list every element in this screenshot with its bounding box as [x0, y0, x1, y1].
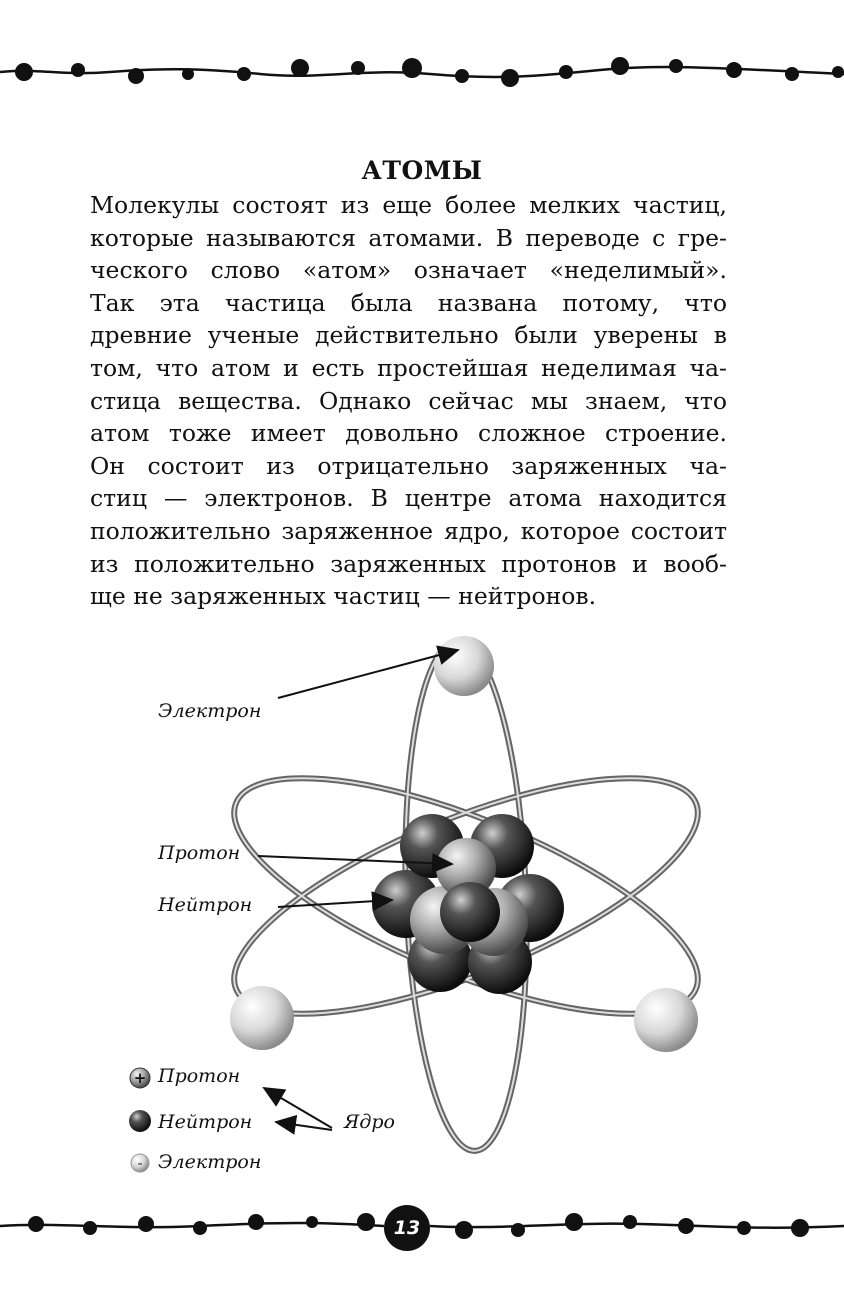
text-line: Так эта частица была названа потому, что	[90, 288, 727, 317]
proton-sign: +	[133, 1069, 147, 1087]
text-line: ще не заряженных частиц — нейтронов.	[90, 582, 597, 611]
legend-electron: Электрон	[158, 1151, 262, 1173]
label-neutron: Нейтрон	[158, 894, 253, 916]
text-line: атом тоже имеет довольно сложное строение.	[90, 419, 727, 448]
top-beaded-border	[0, 48, 844, 98]
text-line: том, что атом и есть простейшая неделимая ча-	[90, 353, 727, 382]
text-line: стица вещества. Однако сейчас мы знаем, что	[90, 386, 727, 415]
legend-proton: Протон	[158, 1065, 241, 1087]
text-line: древние ученые действительно были уверены в	[90, 321, 727, 350]
electron-sign: -	[137, 1156, 143, 1172]
page-number: 13	[393, 1217, 421, 1239]
text-line: ческого слово «атом» означает «неделимый».	[90, 256, 727, 285]
text-line: которые называются атомами. В переводе с гре-	[90, 223, 727, 252]
label-proton: Протон	[158, 842, 241, 864]
legend-neutron: Нейтрон	[158, 1111, 253, 1133]
text-line: стиц — электронов. В центре атома находится	[90, 484, 727, 513]
legend-nucleus: Ядро	[344, 1111, 395, 1133]
text-line: Молекулы состоят из еще более мелких частиц,	[90, 191, 727, 219]
legend-icons	[129, 1068, 151, 1172]
atom-illustration	[0, 620, 844, 1200]
page-title: АТОМЫ	[361, 156, 483, 185]
atom-diagram	[0, 620, 844, 1200]
text-line: из положительно заряженных протонов и вооб-	[90, 549, 727, 578]
text-line: положительно заряженное ядро, которое состоит	[90, 516, 727, 545]
page-number-badge	[384, 1205, 430, 1251]
label-electron: Электрон	[158, 700, 262, 722]
body-paragraph	[90, 189, 727, 613]
text-line: Он состоит из отрицательно заряженных ча-	[90, 451, 727, 480]
